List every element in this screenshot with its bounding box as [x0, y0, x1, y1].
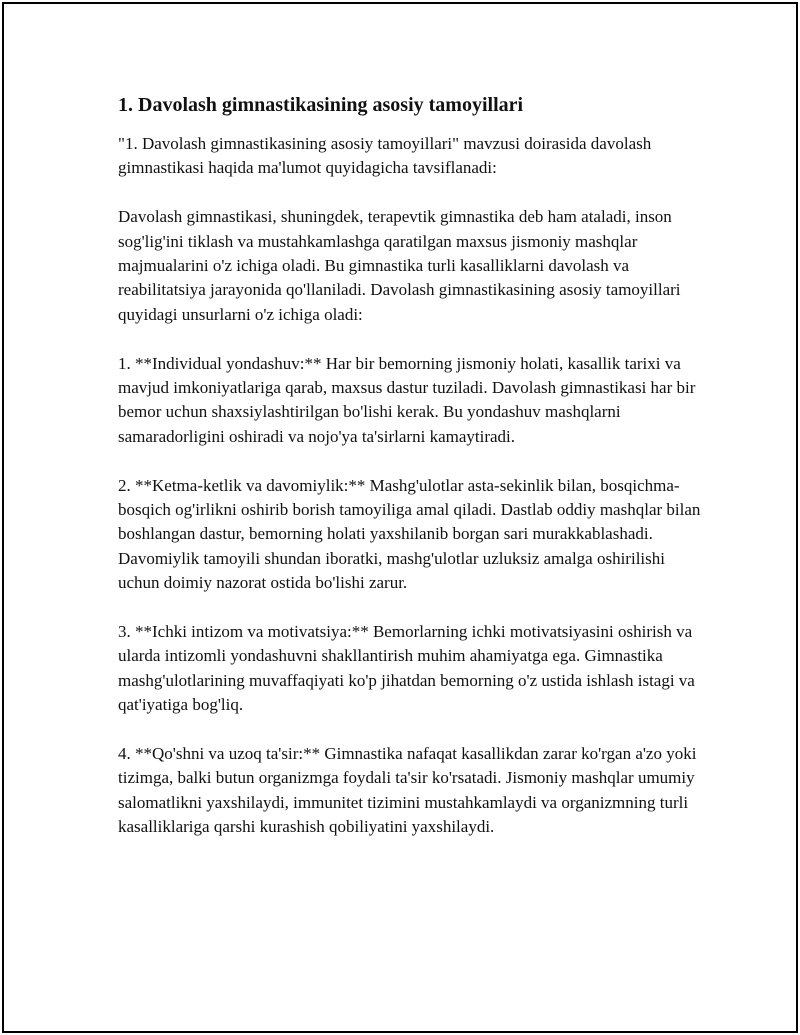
- intro-paragraph: "1. Davolash gimnastikasining asosiy tamoyillari" mavzusi doirasida davolash gimnastikasi haqida ma'lumot quyidagicha tavsiflanadi:: [118, 134, 652, 178]
- principle-1-paragraph: 1. **Individual yondashuv:** Har bir bemorning jismoniy holati, kasallik tarixi va mavjud imkoniyatlariga qarab, maxsus dastur tuziladi. Davolash gimnastikasi har bir bemor uchun shaxsiylashtirilgan bo'lishi kerak. Bu yondashuv mashqlarni samaradorligini oshiradi va nojo'ya ta'sirlarni kamaytiradi.: [118, 353, 696, 446]
- principle-2-paragraph: 2. **Ketma-ketlik va davomiylik:** Mashg'ulotlar asta-sekinlik bilan, bosqichma-bosqich og'irlikni oshirib borish tamoyiliga amal qiladi. Dastlab oddiy mashqlar bilan boshlangan dastur, bemorning holati yaxshilanib borgan sari murakkablashadi. Davomiylik tamoyili shundan iboratki, mashg'ulotlar uzluksiz amalga oshirilishi uchun doimiy nazorat ostida bo'lishi zarur.: [118, 475, 701, 593]
- definition-paragraph: Davolash gimnastikasi, shuningdek, terapevtik gimnastika deb ham ataladi, inson sog'lig'ini tiklash va mustahkamlashga qaratilgan maxsus jismoniy mashqlar majmualarini o'z ichiga oladi. Bu gimnastika turli kasalliklarni davolash va reabilitatsiya jarayonida qo'llaniladi. Davolash gimnastikasining asosiy tamoyillari quyidagi unsurlarni o'z ichiga oladi:: [118, 207, 681, 324]
- document-body: [118, 92, 708, 864]
- principle-3-paragraph: 3. **Ichki intizom va motivatsiya:** Bemorlarning ichki motivatsiyasini oshirish va ularda intizomli yondashuvni shakllantirish muhim ahamiyatga ega. Gimnastika mashg'ulotlarining muvaffaqiyati ko'p jihatdan bemorning o'z ustida ishlash istagi va qat'iyatiga bog'liq.: [118, 622, 695, 715]
- principle-4-paragraph: 4. **Qo'shni va uzoq ta'sir:** Gimnastika nafaqat kasallikdan zarar ko'rgan a'zo yoki tizimga, balki butun organizmga foydali ta'sir ko'rsatadi. Jismoniy mashqlar umumiy salomatlikni yaxshilaydi, immunitet tizimini mustahkamlaydi va organizmning turli kasalliklariga qarshi kurashish qobiliyatini yaxshilaydi.: [118, 744, 697, 837]
- document-title: 1. Davolash gimnastikasining asosiy tamoyillari: [118, 94, 524, 116]
